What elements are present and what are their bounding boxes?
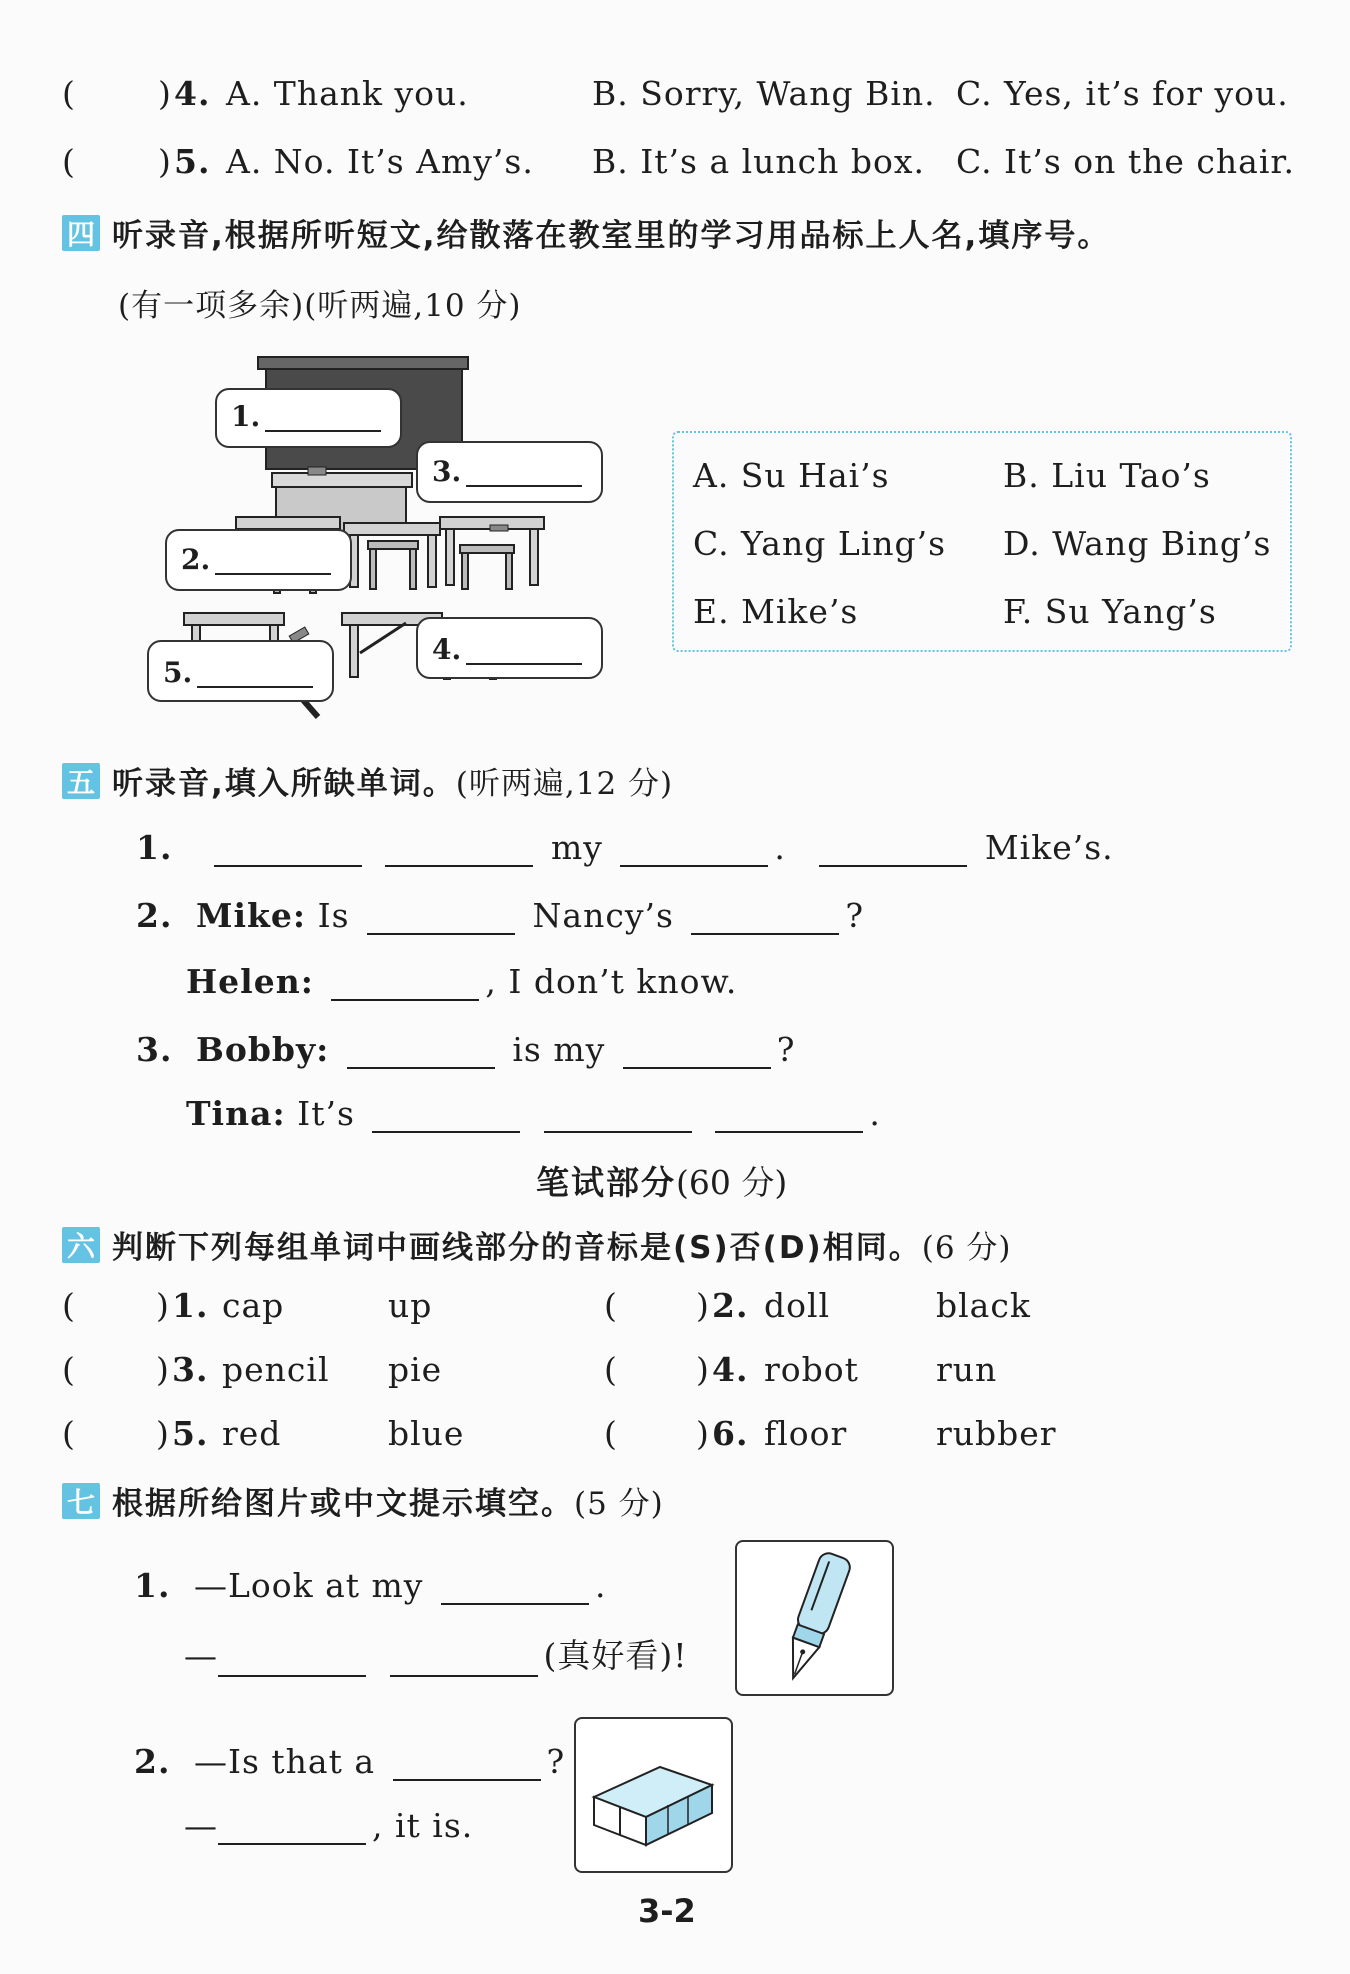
eraser-picture [574,1717,733,1873]
section-5-heading [62,758,673,803]
section-title: 听录音,填入所缺单词。 [112,766,456,802]
answer-blank[interactable] [218,1811,366,1845]
label-bubble-1: 1. [215,388,402,448]
sec7-q1-answer: — (真好看)! [184,1636,688,1675]
sec5-line-3b: Tina: It’s . [186,1094,881,1133]
option-d: D. Wang Bing’s [1003,524,1272,563]
option-f: F. Su Yang’s [1003,592,1217,631]
page-number: 3-2 [638,1892,696,1930]
answer-blank[interactable] [214,833,362,867]
answer-blank[interactable] [466,663,582,665]
section-4-heading [62,210,1110,255]
option-c: C. Yang Ling’s [693,524,947,563]
answer-blank[interactable] [390,1643,538,1677]
section-title: 听录音,根据所听短文,给散落在教室里的学习用品标上人名,填序号。 [112,218,1111,254]
section-note: (5 分) [574,1486,664,1522]
answer-blank[interactable] [197,686,313,688]
sec5-line-2: 2. Mike: Is Nancy’s ? [136,896,865,935]
section-badge: 七 [62,1483,100,1519]
label-bubble-4: 4. [416,617,603,679]
answer-blank[interactable] [331,967,479,1001]
answer-blank[interactable] [367,901,515,935]
sec5-line-3: 3. Bobby: is my ? [136,1030,796,1069]
section-note: (6 分) [921,1230,1012,1266]
section-6-heading [62,1222,1012,1267]
section-badge: 六 [62,1227,100,1263]
answer-blank[interactable] [218,1643,366,1677]
answer-blank[interactable] [819,833,967,867]
option-e: E. Mike’s [693,592,859,631]
section-badge: 五 [62,763,100,799]
answer-blank[interactable] [441,1571,589,1605]
option-a: A. Su Hai’s [693,456,890,495]
answer-blank[interactable] [265,430,381,432]
sec5-line-2b: Helen: , I don’t know. [186,962,738,1001]
answer-blank[interactable] [620,833,768,867]
label-bubble-2: 2. [165,529,352,591]
answer-blank[interactable] [215,573,331,575]
label-bubble-3: 3. [416,441,603,503]
section-7-heading [62,1478,664,1523]
answer-blank[interactable] [623,1035,771,1069]
eraser-icon [576,1719,731,1871]
answer-blank[interactable] [393,1747,541,1781]
sec7-q2-line: 2. —Is that a ? [134,1742,566,1781]
option-b: B. Liu Tao’s [1003,456,1211,495]
section-title: 根据所给图片或中文提示填空。 [112,1486,574,1522]
answer-blank[interactable] [715,1099,863,1133]
fountain-pen-picture [735,1540,894,1696]
fountain-pen-icon [737,1542,892,1694]
answer-blank[interactable] [347,1035,495,1069]
section-title: 判断下列每组单词中画线部分的音标是(S)否(D)相同。 [112,1230,922,1266]
section-badge: 四 [62,215,100,251]
answer-blank[interactable] [544,1099,692,1133]
answer-blank[interactable] [691,901,839,935]
section-note: (有一项多余)(听两遍,10 分) [118,288,522,324]
answer-blank[interactable] [466,485,582,487]
section-note: (听两遍,12 分) [455,766,674,802]
sec7-q2-answer: — , it is. [184,1806,474,1845]
answer-blank[interactable] [372,1099,520,1133]
written-part-heading: 笔试部分(60 分) [536,1163,788,1202]
sec5-line-1: 1. my . Mike’s. [136,828,1114,867]
label-bubble-5: 5. [147,640,334,702]
sec7-q1-line: 1. —Look at my . [134,1566,607,1605]
answer-blank[interactable] [385,833,533,867]
